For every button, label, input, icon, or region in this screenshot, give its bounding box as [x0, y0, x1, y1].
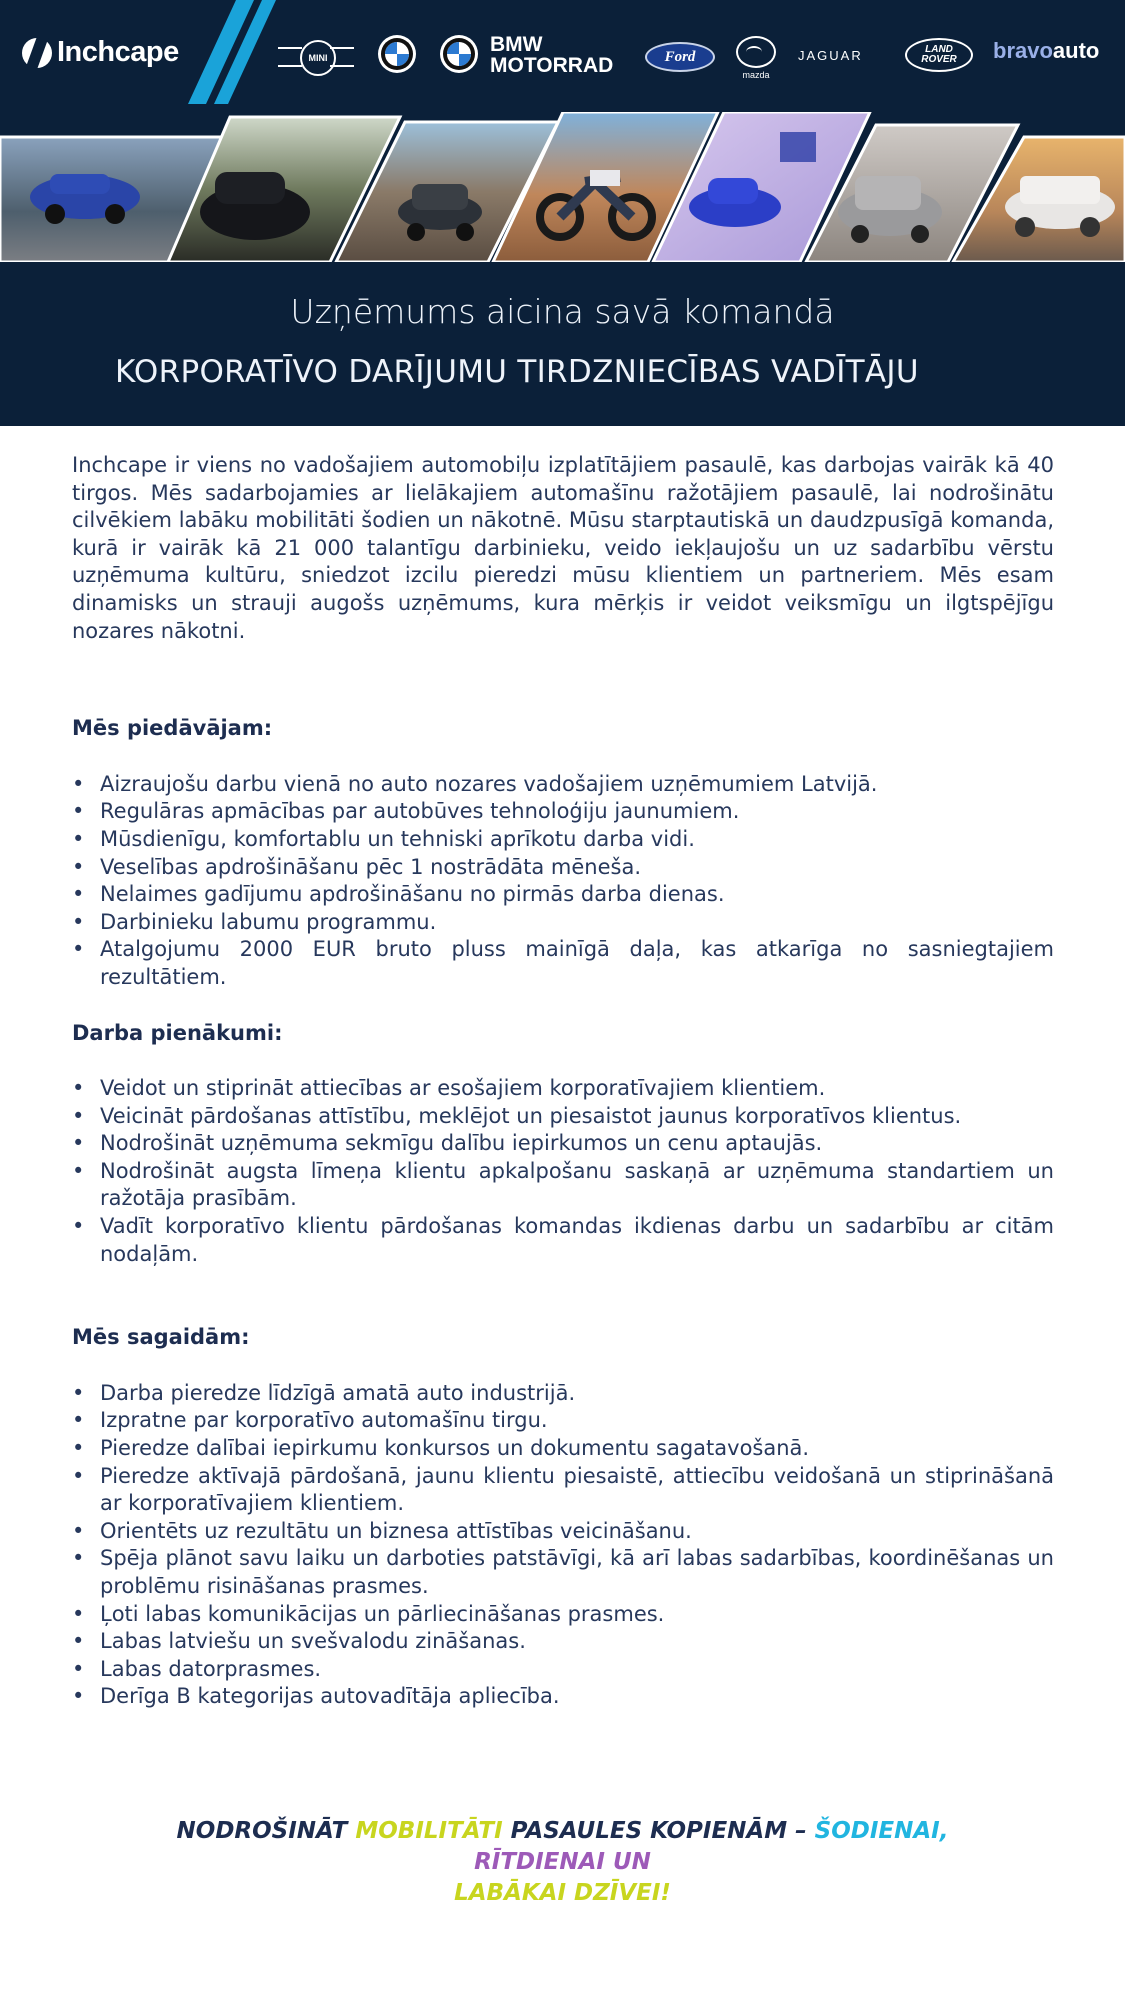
list-item: • Darba pieredze līdzīgā amatā auto industrijā.	[72, 1380, 1054, 1408]
mazda-logo-text: mazda	[742, 70, 770, 80]
title-area	[0, 262, 1125, 426]
section-heading-offer: Mēs piedāvājam:	[72, 716, 273, 741]
list-item: • Vadīt korporatīvo klientu pārdošanas komandas ikdienas darbu un sadarbību ar citām nodaļām.	[72, 1213, 1054, 1268]
bmw-motorrad-logo	[490, 34, 613, 76]
list-item: • Mūsdienīgu, komfortablu un tehniski aprīkotu darba vidi.	[72, 826, 1054, 854]
bravoauto-logo	[993, 38, 1099, 64]
mini-wing-left-icon	[278, 47, 302, 67]
list-item: • Izpratne par korporatīvo automašīnu tirgu.	[72, 1407, 1054, 1435]
mazda-wing-icon	[736, 36, 776, 68]
list-item: • Atalgojumu 2000 EUR bruto pluss mainīgā daļa, kas atkarīga no sasniegtajiem rezultātiem.	[72, 936, 1054, 991]
mini-logo-text: MINI	[300, 40, 336, 76]
list-item: • Nodrošināt augsta līmeņa klientu apkalpošanu saskaņā ar uzņēmuma standartiem un ražotāja prasībām.	[72, 1158, 1054, 1213]
header-banner	[0, 0, 1125, 426]
mini-wing-right-icon	[330, 47, 354, 67]
section-heading-requirements: Mēs sagaidām:	[72, 1325, 250, 1350]
inchcape-logo	[22, 36, 179, 69]
list-item: • Nelaimes gadījumu apdrošināšanu no pirmās darba dienas.	[72, 881, 1054, 909]
job-title: KORPORATĪVO DARĪJUMU TIRDZNIECĪBAS VADĪTĀJU	[115, 354, 919, 390]
mazda-logo	[734, 36, 778, 80]
offer-list	[72, 771, 1054, 992]
list-item: • Derīga B kategorijas autovadītāja apliecība.	[72, 1683, 1054, 1711]
inchcape-logo-text: Inchcape	[57, 36, 179, 68]
list-item: • Nodrošināt uzņēmuma sekmīgu dalību iepirkumos un cenu aptaujās.	[72, 1130, 1054, 1158]
mini-logo	[278, 38, 354, 72]
ford-logo-text: Ford	[664, 48, 696, 65]
motorrad-line2: MOTORRAD	[490, 54, 614, 77]
invitation-subtitle: Uzņēmums aicina savā komandā	[290, 292, 835, 331]
duties-list	[72, 1075, 1054, 1268]
slogan-part2: MOBILITĀTI	[355, 1818, 503, 1844]
list-item: • Darbinieku labumu programmu.	[72, 909, 1054, 937]
landrover-line1: LAND	[925, 44, 953, 55]
list-item: • Veicināt pārdošanas attīstību, meklējot un piesaistot jaunus korporatīvos klientus.	[72, 1103, 1054, 1131]
list-item: • Regulāras apmācības par autobūves tehnoloģiju jaunumiem.	[72, 798, 1054, 826]
list-item: • Pieredze aktīvajā pārdošanā, jaunu klientu piesaistē, attiecību veidošanā un stiprināšanā ar korporatīvajiem klientiem.	[72, 1463, 1054, 1518]
car-photo-strip	[0, 112, 1125, 262]
list-item: • Spēja plānot savu laiku un darboties patstāvīgi, kā arī labas sadarbības, koordinēšanas un problēmu risināšanas prasmes.	[72, 1545, 1054, 1600]
accent-stripes-icon	[188, 0, 288, 104]
slogan	[120, 1816, 1005, 1909]
list-item: • Orientēts uz rezultātu un biznesa attīstības veicināšanu.	[72, 1518, 1054, 1546]
list-item: • Veidot un stiprināt attiecības ar esošajiem korporatīvajiem klientiem.	[72, 1075, 1054, 1103]
slogan-part5: RĪTDIENAI UN	[474, 1849, 651, 1875]
slogan-part1: NODROŠINĀT	[176, 1818, 356, 1844]
list-item: • Labas datorprasmes.	[72, 1656, 1054, 1684]
bmw-logo-icon	[378, 35, 416, 73]
slogan-part3: PASAULES KOPIENĀM –	[502, 1818, 815, 1844]
list-item: • Ļoti labas komunikācijas un pārliecināšanas prasmes.	[72, 1601, 1054, 1629]
intro-paragraph: Inchcape ir viens no vadošajiem automobiļu izplatītājiem pasaulē, kas darbojas vairāk kā 40 tirgos. Mēs sadarbojamies ar lielākajiem automašīnu ražotājiem pasaulē, lai nodrošinātu cilvēkiem labāku mobilitāti šodien un nākotnē. Mūsu starptautiskā un daudzpusīgā komanda, kurā ir vairāk kā 21 000 talantīgu darbinieku, veido iekļaujošu un uz sadarbību vērstu uzņēmuma kultūru, sniedzot izcilu pieredzi mūsu klientiem un partneriem. Mēs esam dinamisks un strauji augošs uzņēmums, kura mērķis ir veidot veiksmīgu un ilgtspējīgu nozares nākotni.	[72, 453, 1054, 643]
inchcape-mark-icon	[22, 38, 52, 68]
list-item: • Pieredze dalībai iepirkumu konkursos un dokumentu sagatavošanā.	[72, 1435, 1054, 1463]
list-item: • Labas latviešu un svešvalodu zināšanas.	[72, 1628, 1054, 1656]
list-item: • Aizraujošu darbu vienā no auto nozares vadošajiem uzņēmumiem Latvijā.	[72, 771, 1054, 799]
brand-logo-row	[0, 0, 1125, 110]
job-description	[72, 452, 1054, 1711]
slogan-part4: ŠODIENAI,	[814, 1818, 949, 1844]
bmw-motorrad-roundel-icon	[440, 35, 478, 73]
list-item: • Veselības apdrošināšanu pēc 1 nostrādāta mēneša.	[72, 854, 1054, 882]
requirements-list	[72, 1380, 1054, 1711]
bravo-part2: auto	[1052, 38, 1100, 63]
land-rover-logo	[905, 38, 973, 72]
motorrad-line1: BMW	[490, 33, 543, 56]
slogan-part6: LABĀKAI DZĪVEI!	[454, 1880, 671, 1906]
landrover-line2: ROVER	[921, 54, 957, 65]
jaguar-logo: JAGUAR	[798, 48, 863, 63]
bravo-part1: bravo	[993, 38, 1053, 63]
section-heading-duties: Darba pienākumi:	[72, 1020, 283, 1045]
ford-logo	[645, 42, 715, 72]
